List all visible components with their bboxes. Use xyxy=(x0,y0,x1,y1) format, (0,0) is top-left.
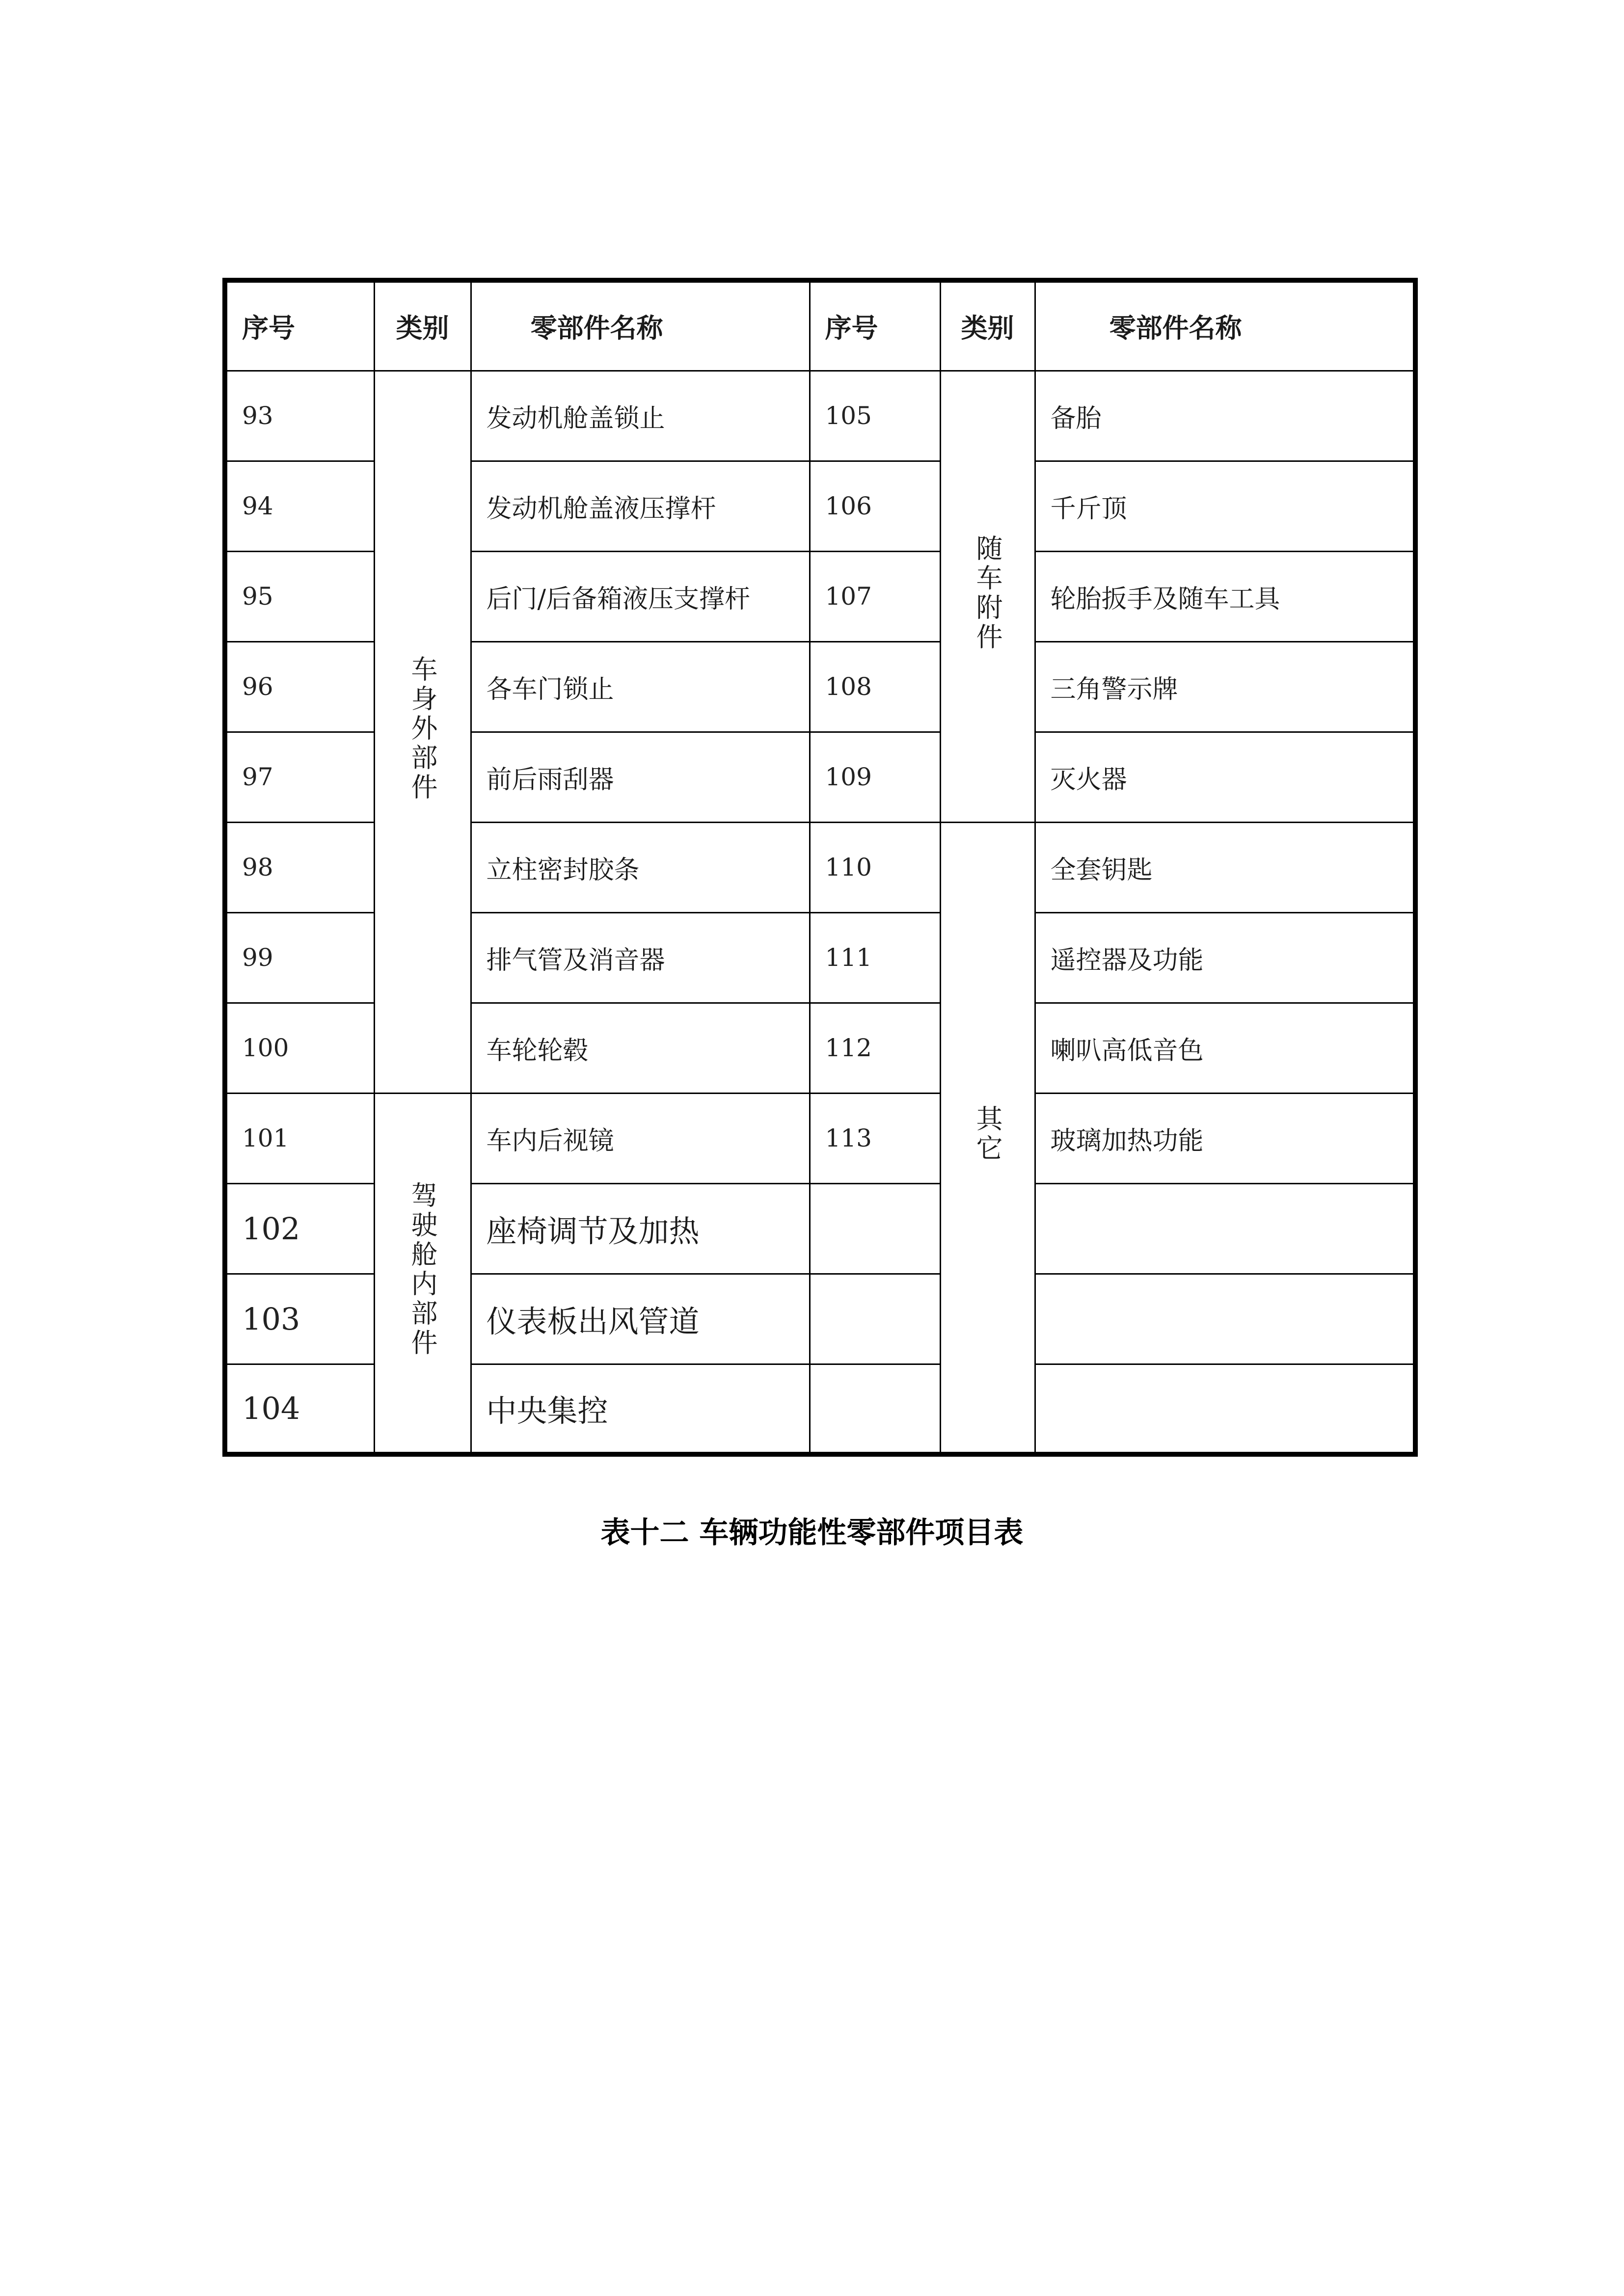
right-seq: 105 xyxy=(810,371,940,461)
right-seq: 108 xyxy=(810,641,940,732)
left-part-name: 各车门锁止 xyxy=(471,641,810,732)
category-cabin-interior xyxy=(374,1093,471,1454)
table-caption: 表十二 车辆功能性零部件项目表 xyxy=(600,1516,1024,1550)
right-part-name: 灭火器 xyxy=(1035,732,1415,822)
left-part-name: 中央集控 xyxy=(471,1364,810,1454)
header-category: 类别 xyxy=(374,280,471,371)
right-seq: 113 xyxy=(810,1093,940,1183)
right-seq xyxy=(810,1274,940,1364)
left-seq: 97 xyxy=(225,732,374,822)
right-part-name: 喇叭高低音色 xyxy=(1035,1003,1415,1093)
header-seq: 序号 xyxy=(225,280,374,371)
right-part-name: 备胎 xyxy=(1035,371,1415,461)
right-seq: 112 xyxy=(810,1003,940,1093)
left-seq: 99 xyxy=(225,912,374,1003)
left-seq: 96 xyxy=(225,641,374,732)
right-part-name xyxy=(1035,1364,1415,1454)
left-part-name: 发动机舱盖液压撑杆 xyxy=(471,461,810,551)
right-seq: 110 xyxy=(810,822,940,912)
right-part-name xyxy=(1035,1274,1415,1364)
left-part-name: 前后雨刮器 xyxy=(471,732,810,822)
right-seq: 106 xyxy=(810,461,940,551)
right-seq: 107 xyxy=(810,551,940,641)
right-seq: 109 xyxy=(810,732,940,822)
right-seq xyxy=(810,1183,940,1274)
left-seq: 93 xyxy=(225,371,374,461)
left-part-name: 排气管及消音器 xyxy=(471,912,810,1003)
left-part-name: 车内后视镜 xyxy=(471,1093,810,1183)
header-part-name-2: 零部件名称 xyxy=(1035,280,1415,371)
table-row xyxy=(225,371,1415,461)
right-part-name: 轮胎扳手及随车工具 xyxy=(1035,551,1415,641)
right-part-name: 玻璃加热功能 xyxy=(1035,1093,1415,1183)
category-label: 随车附件 xyxy=(972,534,1003,652)
category-label: 其它 xyxy=(972,1104,1003,1164)
left-part-name: 发动机舱盖锁止 xyxy=(471,371,810,461)
left-seq: 102 xyxy=(225,1183,374,1274)
header-category-2: 类别 xyxy=(940,280,1035,371)
right-part-name: 三角警示牌 xyxy=(1035,641,1415,732)
left-seq: 95 xyxy=(225,551,374,641)
left-seq: 100 xyxy=(225,1003,374,1093)
left-seq: 98 xyxy=(225,822,374,912)
left-seq: 101 xyxy=(225,1093,374,1183)
right-part-name: 千斤顶 xyxy=(1035,461,1415,551)
category-label: 车身外部件 xyxy=(407,655,438,802)
category-accessories xyxy=(940,371,1035,822)
left-part-name: 座椅调节及加热 xyxy=(471,1183,810,1274)
right-part-name: 遥控器及功能 xyxy=(1035,912,1415,1003)
table-row xyxy=(225,1093,1415,1183)
right-part-name xyxy=(1035,1183,1415,1274)
right-seq xyxy=(810,1364,940,1454)
category-label: 驾驶舱内部件 xyxy=(407,1181,438,1358)
left-seq: 94 xyxy=(225,461,374,551)
left-seq: 104 xyxy=(225,1364,374,1454)
parts-table xyxy=(222,278,1418,1457)
right-part-name: 全套钥匙 xyxy=(1035,822,1415,912)
header-part-name: 零部件名称 xyxy=(471,280,810,371)
left-part-name: 后门/后备箱液压支撑杆 xyxy=(471,551,810,641)
right-seq: 111 xyxy=(810,912,940,1003)
left-part-name: 立柱密封胶条 xyxy=(471,822,810,912)
category-other xyxy=(940,822,1035,1454)
left-part-name: 仪表板出风管道 xyxy=(471,1274,810,1364)
category-body-exterior xyxy=(374,371,471,1093)
header-seq-2: 序号 xyxy=(810,280,940,371)
left-part-name: 车轮轮毂 xyxy=(471,1003,810,1093)
left-seq: 103 xyxy=(225,1274,374,1364)
table-header-row xyxy=(225,280,1415,371)
